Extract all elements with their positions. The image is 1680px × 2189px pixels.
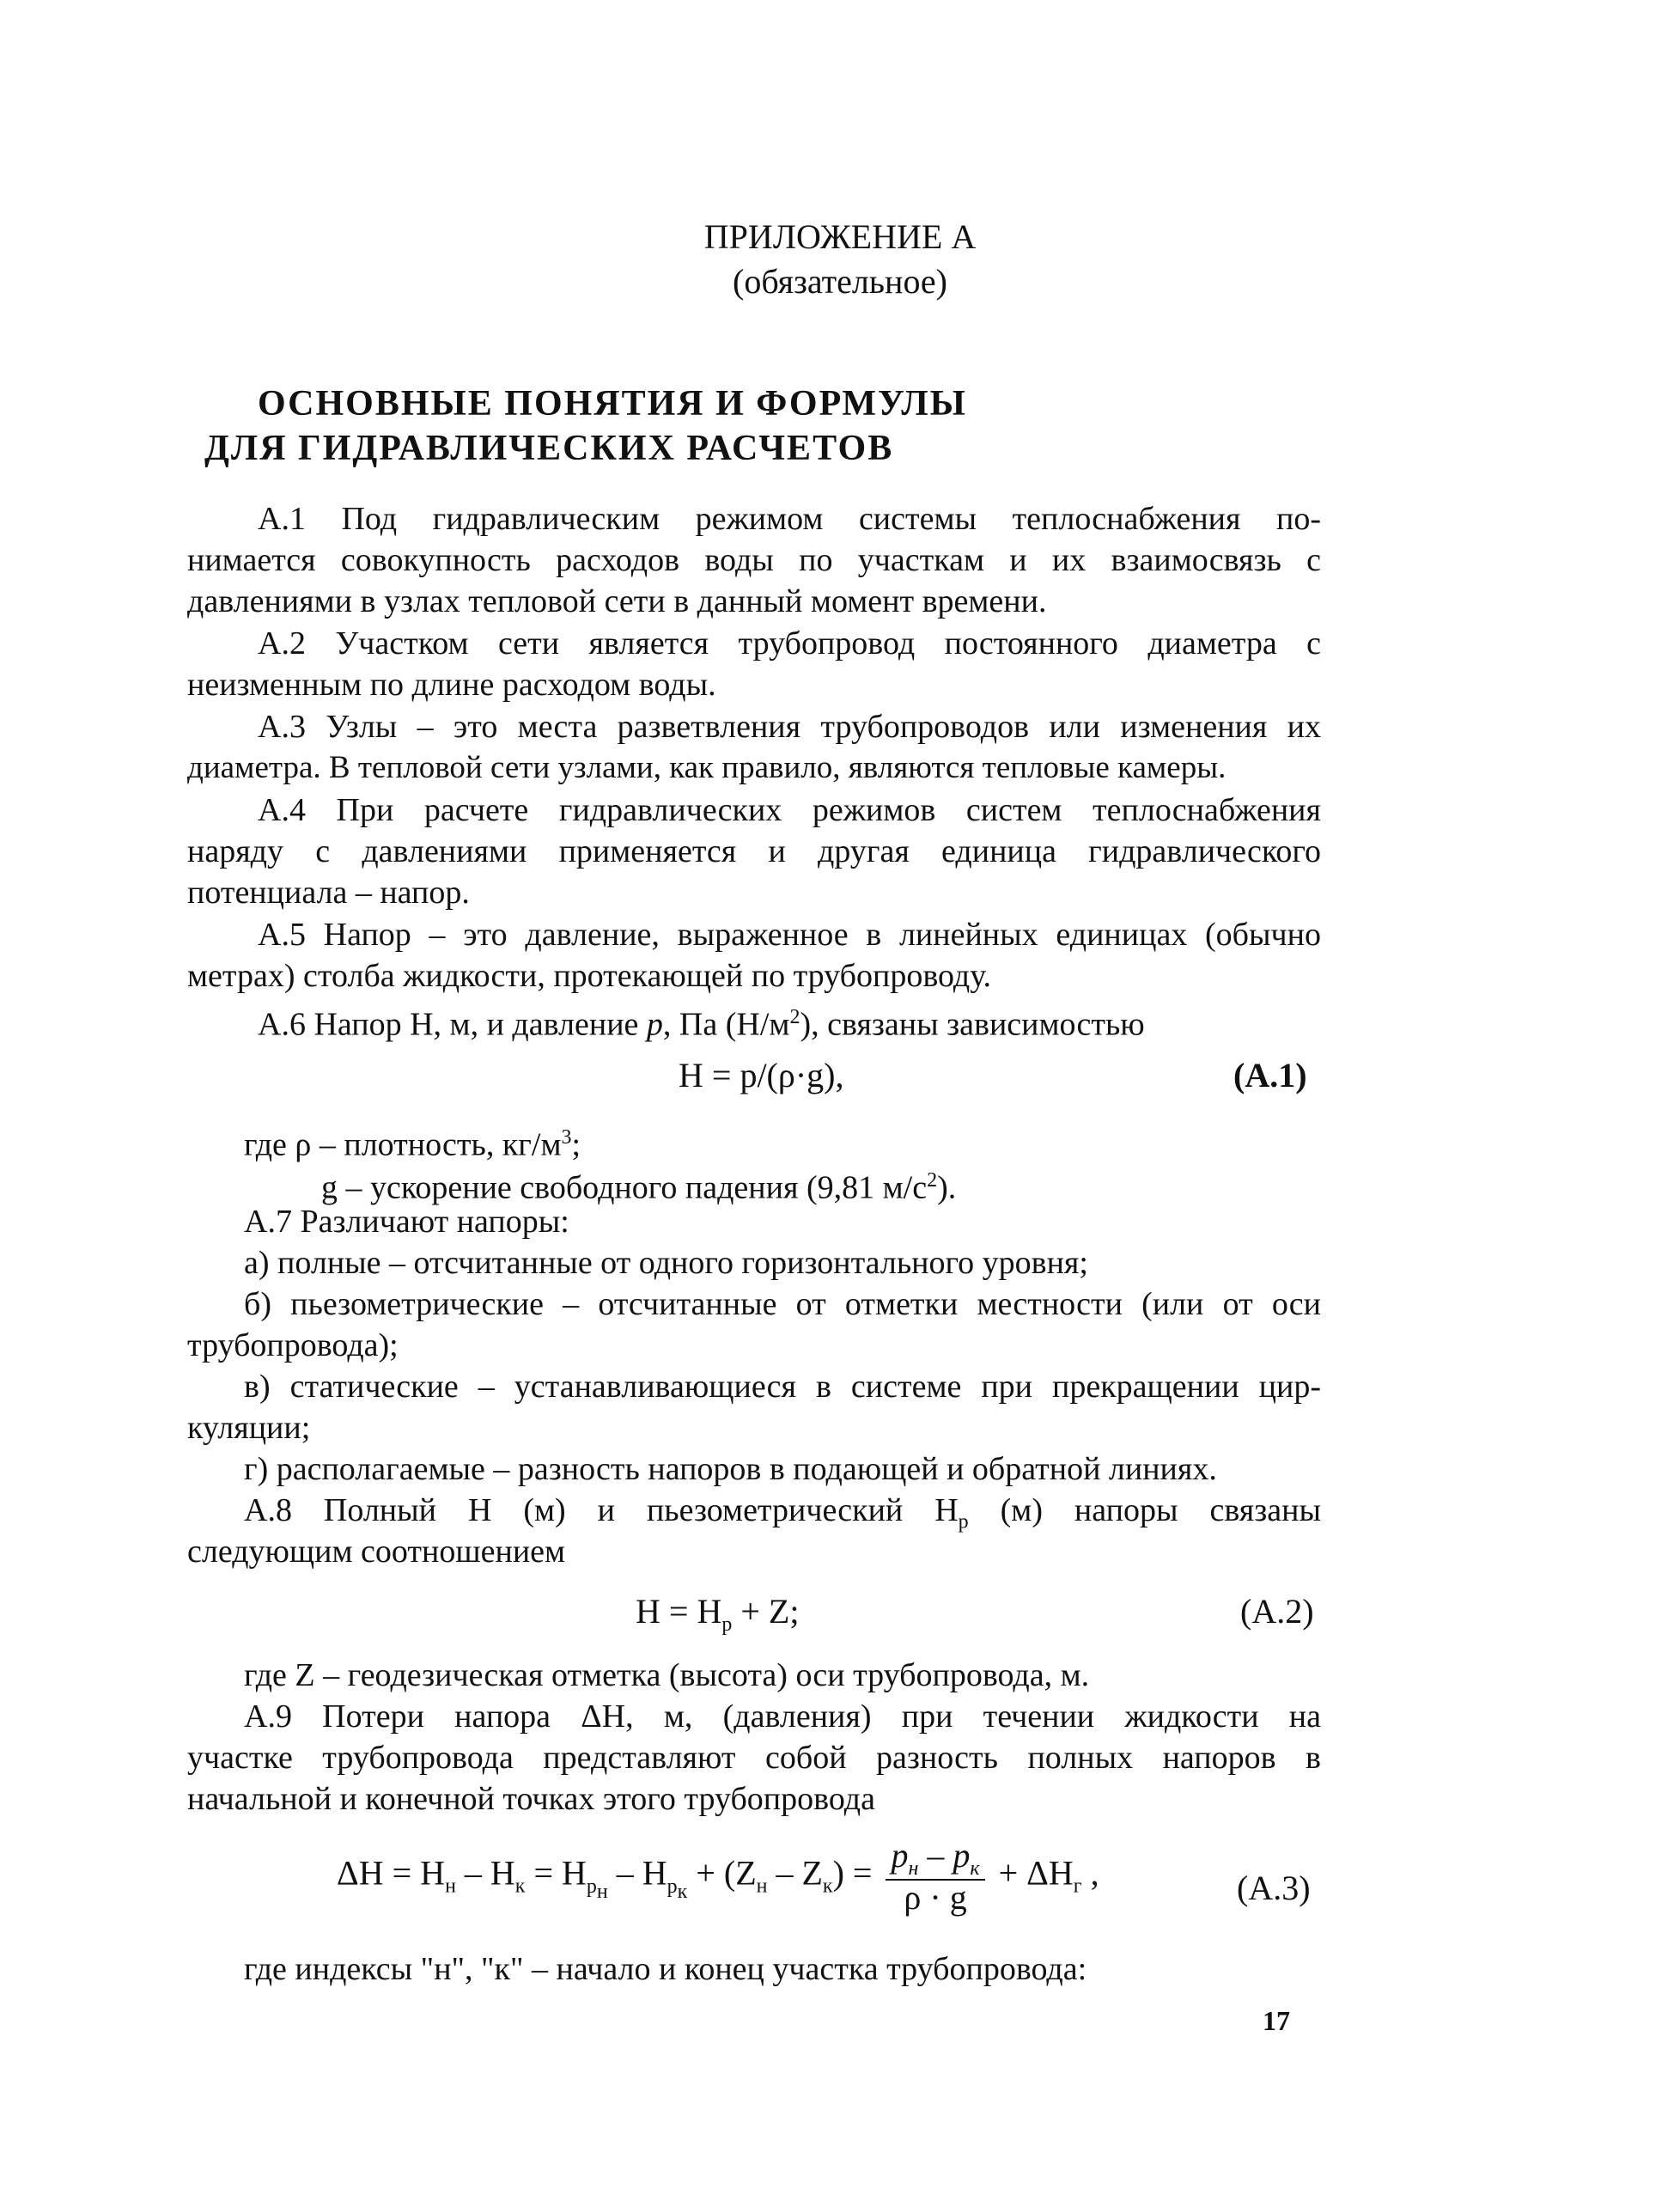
a6-text-mid: , Па (Н/м [662,1006,790,1043]
a2-subscript: р [721,1613,733,1636]
annex-status: (обязательное) [733,262,947,301]
a3-subsub: к [677,1880,688,1903]
paragraph-a3-line2: диаметра. В тепловой сети узлами, как правило, являются тепловые камеры. [187,750,1227,785]
paragraph-a5-line1: А.5 Напор – это давление, выраженное в линейных единицах (обычно [258,917,1321,953]
a3-sub: н [445,1875,456,1898]
a3-part: – Н [455,1853,515,1893]
formula-a3-number: (А.3) [1237,1869,1311,1907]
a2-rhs: + Z; [732,1592,800,1631]
section-heading-line2: ДЛЯ ГИДРАВЛИЧЕСКИХ РАСЧЕТОВ [204,429,894,468]
a3-sub: к [822,1875,833,1898]
formula-a2 [636,1591,799,1637]
where-g-end: ). [937,1169,957,1206]
where-rho-sup: 3 [561,1126,572,1149]
a6-text-end: ), связаны зависимостью [800,1006,1145,1043]
where-g-sup: 2 [927,1169,938,1192]
a3-sub: г [1073,1875,1082,1898]
paragraph-a4-line2: наряду с давлениями применяется и другая единица гидравлического [187,833,1321,869]
a3-num-part: – p [918,1836,971,1875]
paragraph-a1-line1: А.1 Под гидравлическим режимом системы теплоснабжения по- [258,501,1321,537]
paragraph-a2-line2: неизменным по длине расходом воды. [187,667,716,703]
a3-subsub: н [596,1880,608,1903]
a3-fraction-denominator: ρ · g [904,1878,967,1917]
a3-part: – Н [607,1853,667,1893]
paragraph-a7-a: а) полные – отсчитанные от одного горизонтального уровня; [244,1245,1088,1281]
a6-superscript: 2 [789,1006,800,1028]
a3-num-sub: к [970,1857,980,1880]
paragraph-a9-line3: начальной и конечной точках этого трубопровода [187,1781,875,1817]
a8-text-end: (м) напоры связаны [968,1492,1321,1528]
paragraph-a5-line2: метрах) столба жидкости, протекающей по трубопроводу. [187,958,991,994]
where-rho-text: где ρ – плотность, кг/м [244,1126,562,1163]
formula-a1: Н = p/(ρ·g), [679,1056,844,1094]
paragraph-a7-v-line2: куляции; [187,1410,311,1446]
paragraph-a4-line3: потенциала – напор. [187,875,470,911]
a3-num-sub: н [908,1857,919,1880]
formula-a3 [337,1838,1099,1915]
a3-fraction [886,1838,984,1915]
paragraph-a1-line2: нимается совокупность расходов воды по участкам и их взаимосвязь с [187,542,1321,578]
a8-subscript: р [958,1510,969,1534]
a3-part: = Н [525,1853,587,1893]
a3-sub: р [586,1875,597,1898]
paragraph-a9-line1: А.9 Потери напора ΔН, м, (давления) при течении жидкости на [244,1698,1321,1735]
a3-num-part: p [891,1836,909,1875]
paragraph-a7-v-line1: в) статические – устанавливающиеся в системе при прекращении цир- [244,1369,1321,1405]
paragraph-a7-b-line2: трубопровода); [187,1327,399,1363]
paragraph-a1-line3: давлениями в узлах тепловой сети в данный момент времени. [187,583,1047,619]
a3-sub: р [667,1875,678,1898]
paragraph-a4-line1: А.4 При расчете гидравлических режимов систем теплоснабжения [258,792,1321,828]
paragraph-a7: А.7 Различают напоры: [244,1204,569,1240]
paragraph-a2-line1: А.2 Участком сети является трубопровод постоянного диаметра с [258,625,1321,662]
a3-sub: н [756,1875,768,1898]
paragraph-a8-line2: следующим соотношением [187,1534,566,1570]
a3-part: ) = [832,1853,873,1893]
formula-a1-number: (А.1) [1233,1056,1307,1094]
paragraph-a6 [258,997,1145,1046]
paragraph-a7-g: г) располагаемые – разность напоров в подающей и обратной линиях. [244,1451,1217,1487]
a3-fraction-numerator [886,1838,984,1881]
a3-part: , [1081,1853,1099,1893]
where-z: где Z – геодезическая отметка (высота) оси трубопровода, м. [244,1657,1090,1693]
paragraph-a7-b-line1: б) пьезометрические – отсчитанные от отметки местности (или от оси [244,1286,1321,1322]
section-heading-line1: ОСНОВНЫЕ ПОНЯТИЯ И ФОРМУЛЫ [258,384,967,424]
where-rho-end: ; [571,1126,581,1163]
formula-a2-number: (А.2) [1240,1592,1314,1631]
where-g-text: g – ускорение свободного падения (9,81 м/с [321,1169,928,1206]
a6-p-symbol: p [646,1006,663,1043]
a6-text-start: А.6 Напор Н, м, и давление [258,1006,647,1043]
a3-sub: к [514,1875,526,1898]
a3-part: + ΔН [989,1853,1074,1893]
a8-text-start: А.8 Полный Н (м) и пьезометрический Н [244,1492,959,1528]
annex-title: ПРИЛОЖЕНИЕ А [703,217,977,256]
paragraph-a3-line1: А.3 Узлы – это места разветвления трубопроводов или изменения их [258,709,1321,745]
a3-part: ΔН = Н [337,1853,446,1893]
where-rho [244,1117,581,1166]
page-number: 17 [1263,2005,1290,2036]
a3-part: – Z [767,1853,823,1893]
a2-lhs: Н = Н [636,1592,722,1631]
a3-part: + (Z [687,1853,757,1893]
where-indices: где индексы "н", "к" – начало и конец участка трубопровода: [244,1951,1087,1987]
paragraph-a9-line2: участке трубопровода представляют собой разность полных напоров в [187,1740,1321,1776]
